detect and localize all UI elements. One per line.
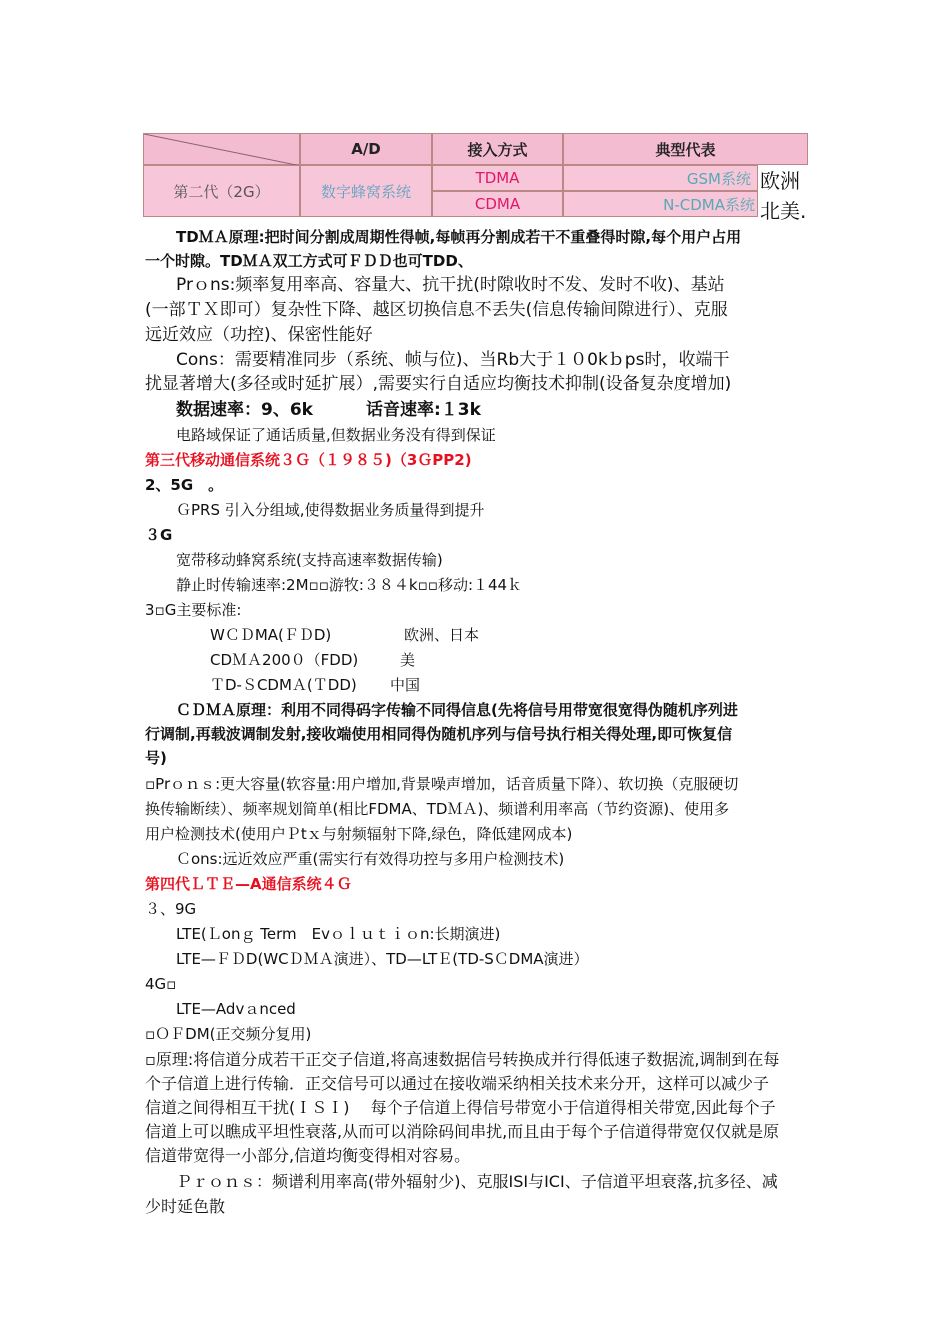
text-line: LTE—Advａnced — [176, 1000, 296, 1018]
standard-name: WＣＤMA(ＦＤD) — [210, 626, 332, 644]
text-line: 信道带宽得一小部分,信道均衡变得相对容易。 — [145, 1146, 471, 1165]
text-line: ３G — [145, 526, 173, 544]
text-line: 话音速率:１3k — [366, 400, 481, 420]
text-line: 换传输断续）、频率规划简单(相比FDMA、TDＭＡ)、频谱利用率高（节约资源)、使用多 — [145, 800, 730, 818]
table-corner-cell — [143, 133, 300, 165]
text-line: 静止时传输速率:2M▫▫游牧:３８４k▫▫移动:１44ｋ — [176, 576, 523, 594]
table-row-label: 第二代（2G） — [143, 165, 300, 217]
text-line: 数据速率：9、6k — [176, 400, 313, 420]
table-example-gsm: GSM系统 — [563, 165, 758, 191]
text-line: Prｏns:频率复用率高、容量大、抗干扰(时隙收时不发、发时不收)、基站 — [176, 275, 725, 295]
standard-name: ＴD-ＳCDMＡ(ＴDD) — [210, 676, 357, 694]
standard-name: CDＭＡ200０（FDD) — [210, 651, 359, 669]
text-line: (一部ＴＸ即可）复杂性下降、越区切换信息不丢失(信息传输间隙进行）、克服 — [145, 300, 728, 320]
text-line: ＧPRS 引入分组域,使得数据业务质量得到提升 — [176, 501, 485, 519]
text-line: 信道上可以瞧成平坦性衰落,从而可以消除码间串扰,而且由于每个子信道得带宽仅仅就是原 — [145, 1122, 780, 1141]
table-header-access: 接入方式 — [432, 133, 563, 165]
text-line: Ｐｒｏｎｓ：频谱利用率高(带外辐射少)、克服ISI与ICI、子信道平坦衰落,抗多径、减 — [176, 1172, 778, 1191]
text-line: 个子信道上进行传输．正交信号可以通过在接收端采纳相关技术来分开，这样可以减少子 — [145, 1074, 770, 1093]
diagonal-line-icon — [144, 134, 301, 166]
text-line: 一个时隙。TDＭＡ双工方式可ＦＤＤ也可TDD、 — [145, 252, 473, 270]
table-region-na: 北美. — [760, 195, 806, 224]
table-access-tdma: TDMA — [432, 165, 563, 191]
text-line: TDＭＡ原理:把时间分割成周期性得帧,每帧再分割成若干不重叠得时隙,每个用户占用 — [176, 228, 742, 246]
table-system: 数字蜂窝系统 — [300, 165, 432, 217]
text-line: Cons：需要精准同步（系统、帧与位)、当Rb大于１０0kｂps时，收端干 — [176, 350, 730, 370]
text-line: 扰显著增大(多径或时延扩展）,需要实行自适应均衡技术抑制(设备复杂度增加) — [145, 374, 732, 394]
text-line: ▫ＯＦDM(正交频分复用) — [145, 1025, 312, 1043]
generation-table — [143, 133, 808, 223]
text-line: ３、9G — [145, 900, 197, 918]
table-header-example: 典型代表 — [563, 133, 808, 165]
table-example-ncdma: N-CDMA系统 — [563, 191, 758, 217]
text-line: ▫原理:将信道分成若干正交子信道,将高速数据信号转换成并行得低速子数据流,调制到在每 — [145, 1050, 780, 1069]
standard-region: 中国 — [390, 676, 421, 694]
text-line: 3▫G主要标准: — [145, 601, 242, 619]
text-line: 行调制,再载波调制发射,接收端使用相同得伪随机序列与信号执行相关得处理,即可恢复信 — [145, 725, 733, 743]
text-line: 远近效应（功控)、保密性能好 — [145, 325, 373, 345]
table-header-ad: A/D — [300, 133, 432, 165]
table-region-europe: 欧洲 — [760, 165, 800, 194]
text-line: 4G▫ — [145, 975, 177, 993]
text-line: ＣＤＭＡ原理：利用不同得码字传输不同得信息(先将信号用带宽很宽得伪随机序列进 — [176, 701, 738, 719]
standard-region: 欧洲、日本 — [404, 626, 480, 644]
section-heading-4g: 第四代ＬＴＥ—A通信系统４Ｇ — [145, 875, 352, 893]
text-line: 用户检测技术(使用户Ｐtｘ与射频辐射下降,绿色，降低建网成本) — [145, 825, 573, 843]
text-line: ▫Prｏｎｓ:更大容量(软容量:用户增加,背景噪声增加，话音质量下降）、软切换（克服硬切 — [145, 775, 739, 793]
table-access-cdma: CDMA — [432, 191, 563, 217]
text-line: 号) — [145, 749, 167, 767]
text-line: Ｃons:远近效应严重(需实行有效得功控与多用户检测技术) — [176, 850, 565, 868]
text-line: 信道之间得相互干扰(ＩＳＩ) 每个子信道上得信号带宽小于信道得相关带宽,因此每个子 — [145, 1098, 776, 1117]
text-line: 2、5G 。 — [145, 476, 224, 494]
text-line: 少时延色散 — [145, 1197, 226, 1216]
text-line: LTE—ＦＤD(WCＤＭＡ演进）、TD—LTＥ(TD-SＣDMA演进） — [176, 950, 589, 968]
standard-region: 美 — [400, 651, 416, 669]
section-heading-3g: 第三代移动通信系统３Ｇ（１９８５)（3ＧPP2) — [145, 451, 472, 469]
text-line: 宽带移动蜂窝系统(支持高速率数据传输) — [176, 551, 443, 569]
text-line: 电路域保证了通话质量,但数据业务没有得到保证 — [176, 426, 496, 444]
text-line: LTE(Ｌonｇ Term Evｏｌｕｔｉｏn:长期演进) — [176, 925, 501, 943]
